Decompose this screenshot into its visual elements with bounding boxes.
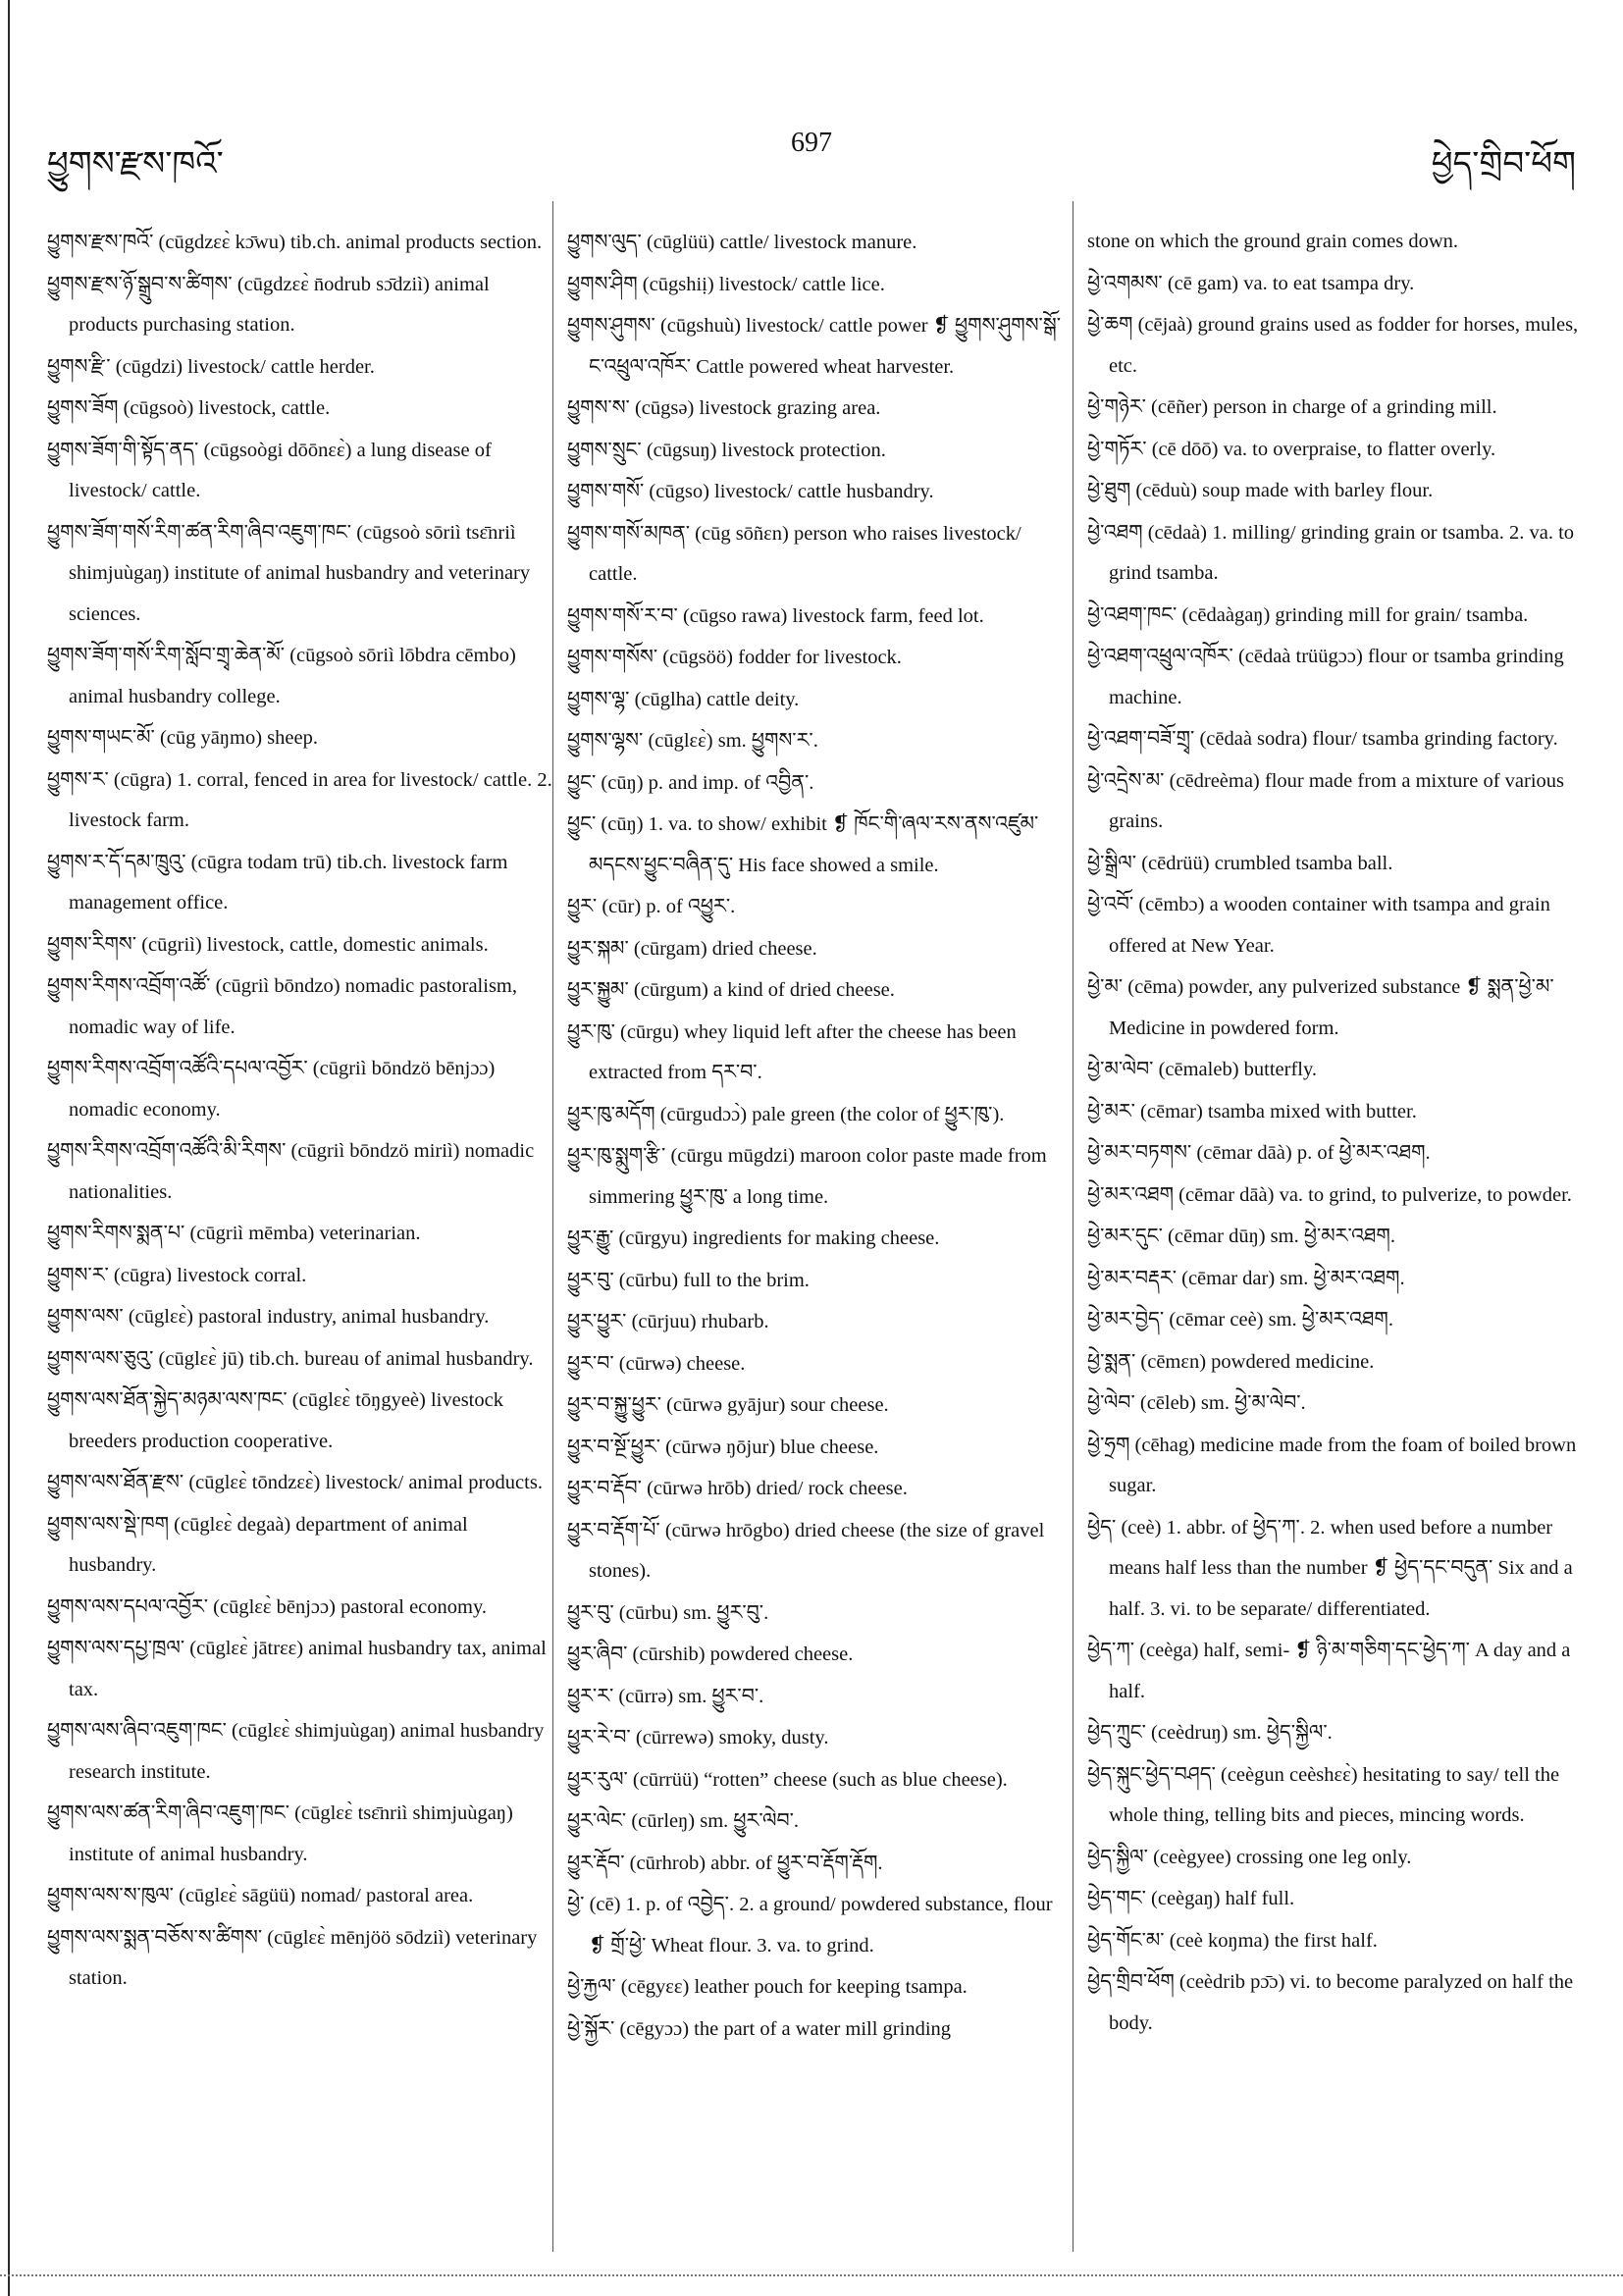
entry-headword: ཕྱེ་སྨན་ <box>1087 1348 1136 1373</box>
entry-definition: (cēmar) tsamba mixed with butter. <box>1140 1100 1417 1122</box>
entry-headword: ཕྱེ་འདྲེས་མ་ <box>1087 767 1165 792</box>
entry-headword: ཕྱུགས་རིགས་འབྲོག་འཚོའི་དཔལ་འབྱོར་ <box>47 1056 308 1079</box>
dictionary-entry <box>1087 843 1593 885</box>
entry-definition: (cūrbu) full to the brim. <box>618 1269 810 1291</box>
entry-headword: ཕྱེ་མ་ལེབ་ <box>1087 1057 1154 1080</box>
entry-headword: ཕྱུགས་གསོ་མཁན་ <box>567 520 691 545</box>
entry-definition: (cūgsoò sōriì tsɛ̄nriì shimjuùgaŋ) institute of animal husbandry and veterinary sciences. <box>69 521 531 625</box>
entry-headword: ཕྱུགས་གཡང་མོ་ <box>47 725 155 749</box>
entry-headword: ཕྱུགས་ཤིག <box>567 271 638 295</box>
entry-headword: ཕྱུགས་རིགས་ <box>47 931 137 956</box>
entry-definition: (cūrwə) cheese. <box>618 1352 746 1375</box>
entry-definition: (cēdaà) 1. milling/ grinding grain or tsamba. 2. va. to grind tsamba. <box>1109 521 1575 584</box>
entry-headword: ཕྱུགས་ལས་ཞིབ་འཇུག་ཁང་ <box>47 1718 227 1742</box>
entry-headword: ཕྱེ་འཐག་ཁང་ <box>1087 601 1178 626</box>
entry-headword: ཕྱུགས་ཟོག་གསོ་རིག་ཚན་རིག་ཞིབ་འཇུག་ཁང་ <box>47 519 352 544</box>
entry-definition: (ceè) 1. abbr. of ཕྱེད་ཀ་. 2. when used before a number means half less than the number ❡ ཕྱེད་དང་བདུན་ Six and a half. 3. vi. to be separate/ differentiated. <box>1109 1516 1573 1620</box>
entry-definition: (cēdreèma) flour made from a mixture of various grains. <box>1109 769 1565 832</box>
dictionary-entry <box>567 928 1073 970</box>
entry-headword: ཕྱུགས་ལས་སྡེ་ཁག <box>47 1511 170 1536</box>
entry-headword: ཕྱུར་ <box>567 894 598 917</box>
entry-headword: ཕྱུར་བུ་ <box>567 1599 614 1624</box>
entry-headword: ཕྱེ་ཐུག <box>1087 478 1131 501</box>
entry-definition: (cūgdzɛɛ̀ kɔ̄wu) tib.ch. animal products section. <box>158 232 543 253</box>
entry-headword: ཕྱེད་སྐྱིལ་ <box>1087 1844 1148 1868</box>
entry-headword: ཕྱེ་ཧྲག <box>1087 1432 1130 1456</box>
entry-headword: ཕྱེད་གྲིབ་ཕོག <box>1087 1969 1175 1993</box>
dictionary-entry <box>47 346 552 389</box>
entry-headword: ཕྱུར་བ་ <box>567 1350 614 1375</box>
entry-headword: ཕྱུགས་ཟོག་གི་སྟོད་ནད་ <box>47 437 199 461</box>
entry-definition: (cūrgum) a kind of dried cheese. <box>633 979 895 1001</box>
dictionary-entry <box>47 1710 552 1793</box>
entry-headword: ཕྱེ་མ་ <box>1087 974 1124 998</box>
entry-headword: ཕྱེ་གཉེར་ <box>1087 394 1146 418</box>
entry-headword: ཕྱེད་ <box>1087 1514 1117 1539</box>
entry-definition: (cūrbu) sm. ཕྱུར་བུ་. <box>618 1601 769 1624</box>
entry-definition: (cūg sōñɛn) person who raises livestock/ cattle. <box>589 522 1021 585</box>
entry-definition: stone on which the ground grain comes down. <box>1087 231 1459 252</box>
entry-headword: ཕྱུར་ཞིབ་ <box>567 1642 628 1665</box>
entry-headword: ཕྱེ་འགམས་ <box>1087 270 1163 294</box>
entry-definition: (cēgyɔɔ) the part of a water mill grinding <box>619 2017 952 2040</box>
dictionary-entry <box>47 1380 552 1462</box>
dictionary-entry <box>47 965 552 1048</box>
entry-headword: ཕྱུགས་ལས་སྨན་བཅོས་ས་ཚིགས་ <box>47 1924 263 1949</box>
entry-headword: ཕྱུགས་ལས་ <box>47 1304 124 1328</box>
entry-headword: ཕྱེ་འཐག་འཕྲུལ་འཁོར་ <box>1087 644 1233 667</box>
dictionary-entry <box>567 596 1073 638</box>
entry-definition: (cūrrewə) smoky, dusty. <box>635 1727 829 1748</box>
entry-headword: ཕྱུགས་ལུད་ <box>567 230 642 253</box>
entry-headword: ཕྱུར་རྡོབ་ <box>567 1850 625 1874</box>
dictionary-entry <box>47 512 552 636</box>
dictionary-entry <box>1087 1754 1593 1837</box>
dictionary-entry <box>567 471 1073 513</box>
dictionary-entry <box>567 1384 1073 1427</box>
entry-definition: (cē dōō) va. to overpraise, to flatter overly. <box>1151 438 1496 460</box>
entry-definition: (cūrgudɔɔ̀) pale green (the color of ཕྱུར་ཁུ་). <box>659 1103 1005 1125</box>
entry-definition: (cūgsə) livestock grazing area. <box>634 397 881 419</box>
dictionary-entry <box>1087 1091 1593 1133</box>
entry-headword: ཕྱེ་སྒྲིལ་ <box>1087 850 1137 874</box>
entry-headword: ཕྱེད་སྐུང་ཕྱེད་བཤད་ <box>1087 1761 1216 1786</box>
dictionary-entry <box>567 1634 1073 1676</box>
entry-headword: ཕྱུགས་ལས་ཚན་རིག་ཞིབ་འཇུག་ཁང་ <box>47 1800 290 1824</box>
dictionary-entry <box>567 513 1073 596</box>
entry-definition: (cūrwə gyājur) sour cheese. <box>666 1394 889 1416</box>
entry-definition: (cūrrüü) “rotten” cheese (such as blue cheese). <box>632 1768 1008 1791</box>
dictionary-entry <box>47 264 552 346</box>
entry-definition: (ceèga) half, semi- ❡ ཉི་མ་གཅིག་དང་ཕྱེད་ཀ་ A day and a half. <box>1109 1640 1571 1702</box>
entry-definition: (cēmar dūŋ) sm. ཕྱེ་མར་འཐག. <box>1168 1226 1395 1247</box>
dictionary-entry <box>1087 1712 1593 1754</box>
entry-definition: (cēgyɛɛ) leather pouch for keeping tsampa. <box>620 1976 968 1998</box>
entry-definition: (cūgsuŋ) livestock protection. <box>646 439 886 461</box>
dictionary-entry <box>1087 512 1593 595</box>
column-divider <box>552 201 553 2252</box>
dictionary-entry <box>567 1012 1073 1094</box>
dictionary-entry <box>1087 1507 1593 1631</box>
entry-definition: (cūrgam) dried cheese. <box>633 937 817 960</box>
dictionary-entry <box>1087 636 1593 718</box>
entry-definition: (cūgra todam trū) tib.ch. livestock farm management office. <box>69 851 508 913</box>
dictionary-entry <box>1087 1383 1593 1425</box>
entry-definition: (cūglha) cattle deity. <box>634 688 800 710</box>
entry-headword: ཕྱུགས་ལས་ཐོན་རྫས་ <box>47 1470 184 1493</box>
entry-definition: (cūglɛɛ̀) pastoral industry, animal husbandry. <box>128 1306 490 1328</box>
dictionary-entry <box>567 637 1073 679</box>
entry-headword: ཕྱུར་སྐམ་ <box>567 935 629 960</box>
entry-headword: ཕྱུར་ཁུ་ <box>567 1018 615 1043</box>
dictionary-entry <box>47 222 552 264</box>
entry-headword: ཕྱུགས་ཟོག <box>47 395 119 419</box>
dictionary-entry <box>1087 387 1593 429</box>
dictionary-entry <box>1087 718 1593 760</box>
dictionary-entry <box>567 679 1073 721</box>
entry-definition: (ceègun ceèshɛɛ̀) hesitating to say/ tell the whole thing, telling bits and pieces, mincing words. <box>1109 1763 1560 1826</box>
entry-definition: (cēmɛn) powdered medicine. <box>1140 1350 1375 1373</box>
entry-definition: (cējaà) ground grains used as fodder for horses, mules, etc. <box>1109 314 1579 377</box>
column-2 <box>567 222 1073 2050</box>
entry-headword: ཕྱུགས་གསོས་ <box>567 645 658 668</box>
dictionary-entry <box>567 1427 1073 1469</box>
dictionary-entry <box>47 717 552 759</box>
entry-definition: (cēhag) medicine made from the foam of boiled brown sugar. <box>1109 1434 1577 1496</box>
entry-definition: (cūglɛɛ̀ jū) tib.ch. bureau of animal husbandry. <box>158 1347 534 1370</box>
entry-headword: ཕྱུགས་རིགས་འབྲོག་འཚོ་ <box>47 973 211 997</box>
dictionary-entry <box>1087 1878 1593 1920</box>
entry-headword: ཕྱུགས་ལས་དཔལ་འབྱོར་ <box>47 1593 209 1618</box>
dictionary-entry <box>1087 263 1593 305</box>
dictionary-entry <box>1087 1341 1593 1383</box>
dictionary-entry <box>47 1504 552 1587</box>
dictionary-entry <box>47 635 552 717</box>
entry-headword: ཕྱུར་བ་སྐྱུ་ཕྱུར་ <box>567 1392 662 1416</box>
dictionary-entry <box>47 759 552 842</box>
entry-definition: (cēduù) soup made with barley flour. <box>1135 480 1434 501</box>
entry-headword: ཕྱུར་སྐྱུམ་ <box>567 977 629 1001</box>
entry-definition: (cūgriì bōndzo) nomadic pastoralism, nomadic way of life. <box>69 975 517 1038</box>
entry-headword: ཕྱེད་ཀ་ <box>1087 1638 1135 1661</box>
entry-definition: (cūrgu mūgdzi) maroon color paste made from simmering ཕྱུར་ཁུ་ a long time. <box>589 1145 1047 1208</box>
entry-definition: (cūgra) livestock corral. <box>113 1264 307 1286</box>
entry-definition: (ceè koŋma) the first half. <box>1169 1929 1378 1952</box>
entry-definition: (cūŋ) 1. va. to show/ exhibit ❡ ཁོང་གི་ཞལ་རས་ནས་འཛུམ་མདངས་ཕྱུང་བཞིན་དུ་ His face showed a smile. <box>589 813 1039 876</box>
entry-definition: (cēmar dar) sm. ཕྱེ་མར་འཐག. <box>1181 1267 1405 1289</box>
dictionary-entry <box>1087 1174 1593 1217</box>
entry-definition: (cūgshuù) livestock/ cattle power ❡ ཕྱུགས་ཤུགས་སྒོ་ང་འཕྲུལ་འཁོར་ Cattle powered wheat harvester. <box>589 315 1061 378</box>
entry-definition: (cūŋ) p. and imp. of འབྱིན་. <box>601 771 814 794</box>
entry-definition: (cūgriì mēmba) veterinarian. <box>189 1223 421 1244</box>
dictionary-entry <box>1087 429 1593 471</box>
entry-headword: ཕྱུགས་ལས་ཐོན་སྐྱེད་མཉམ་ལས་ཁང་ <box>47 1387 288 1411</box>
entry-definition: (cūglɛɛ̀ mēnjöö sōdziì) veterinary station. <box>69 1926 538 1989</box>
dictionary-entry <box>47 1587 552 1629</box>
entry-definition: (cūglüü) cattle/ livestock manure. <box>646 232 917 253</box>
entry-definition: (cūg yāŋmo) sheep. <box>159 727 318 749</box>
entry-headword: ཕྱུར་རེ་བ་ <box>567 1725 631 1748</box>
entry-headword: ཕྱེ་གཏོར་ <box>1087 436 1147 460</box>
running-head-right: ཕྱེད་གྲིབ་ཕོག <box>1431 146 1576 183</box>
dictionary-entry <box>1087 1630 1593 1712</box>
entry-definition: (cēdaàgaŋ) grinding mill for grain/ tsamba. <box>1181 603 1529 626</box>
entry-headword: ཕྱུགས་རྫས་ཁའོ་ <box>47 230 154 253</box>
entry-definition: (cūglɛɛ̀ jātrɛɛ) animal husbandry tax, animal tax. <box>69 1638 547 1700</box>
entry-definition: (cēmar dāà) va. to grind, to pulverize, to powder. <box>1178 1183 1572 1206</box>
entry-definition: (cēmbɔ) a wooden container with tsampa and grain offered at New Year. <box>1109 894 1550 957</box>
entry-headword: ཕྱེ་འཐག་བཟོ་གྲྭ་ <box>1087 726 1195 750</box>
entry-definition: (ceèdrib pɔ̄ɔ) vi. to become paralyzed on half the body. <box>1109 1971 1574 2034</box>
entry-definition: (cūgsoò) livestock, cattle. <box>123 397 331 419</box>
entry-headword: ཕྱེ་མར་འཐག <box>1087 1181 1175 1206</box>
entry-headword: ཕྱེ་མར་དུང་ <box>1087 1224 1163 1247</box>
entry-definition: (cūrwə hrōb) dried/ rock cheese. <box>647 1478 908 1499</box>
entry-headword: ཕྱུང་ <box>567 811 597 835</box>
entry-definition: (cūrshib) powdered cheese. <box>632 1644 854 1665</box>
entry-headword: ཕྱེ་མར་བཏགས་ <box>1087 1140 1192 1164</box>
entry-definition: (cūgdzi) livestock/ cattle herder. <box>115 355 375 378</box>
dictionary-entry <box>567 1301 1073 1343</box>
entry-headword: ཕྱེ་སྐྱོར་ <box>567 2015 615 2040</box>
entry-headword: ཕྱུགས་ཤུགས་ <box>567 313 655 337</box>
dictionary-entry <box>47 1296 552 1338</box>
entry-headword: ཕྱུགས་གསོ་ <box>567 479 645 502</box>
dictionary-entry <box>1087 966 1593 1049</box>
dictionary-entry <box>567 1884 1073 1966</box>
dictionary-entry <box>567 1343 1073 1385</box>
dictionary-entry <box>567 1800 1073 1843</box>
entry-headword: ཕྱེ་འཐག <box>1087 519 1143 544</box>
entry-definition: (cūrgu) whey liquid left after the cheese has been extracted from དར་བ་. <box>589 1020 1017 1083</box>
dictionary-entry <box>47 388 552 430</box>
dictionary-entry <box>567 305 1073 388</box>
entry-definition: (cūglɛɛ̀ tsɛ̄nriì shimjuùgaŋ) institute of animal husbandry. <box>69 1802 513 1865</box>
entry-definition: (cūglɛɛ̀ bēnjɔɔ) pastoral economy. <box>213 1595 488 1618</box>
entry-definition: (cūgdzɛɛ̀ n̄odrub sɔ̄dziì) animal products purchasing station. <box>69 273 490 336</box>
dictionary-entry <box>47 1875 552 1917</box>
entry-headword: ཕྱུར་རྒྱུ་ <box>567 1226 614 1249</box>
entry-definition: (cēmar ceè) sm. ཕྱེ་མར་འཐག. <box>1169 1309 1393 1331</box>
entry-definition: (cūrwə hrōgbo) dried cheese (the size of gravel stones). <box>589 1519 1045 1582</box>
entry-headword: ཕྱུགས་ལས་ས་ཁུལ་ <box>47 1883 174 1906</box>
entry-headword: ཕྱུགས་ལྷ་ <box>567 686 630 710</box>
dictionary-entry <box>1087 1216 1593 1258</box>
entry-headword: ཕྱེ་མར་ <box>1087 1098 1135 1122</box>
entry-definition: (cūgsoògi dōōnɛɛ̀) a lung disease of livestock/ cattle. <box>69 439 492 501</box>
dictionary-entry <box>47 1048 552 1130</box>
entry-definition: (cūrjuu) rhubarb. <box>631 1311 769 1332</box>
entry-definition: (cēleb) sm. ཕྱེ་མ་ལེབ་. <box>1139 1392 1306 1414</box>
dictionary-entry <box>47 1793 552 1875</box>
dictionary-entry <box>567 264 1073 306</box>
entry-headword: ཕྱེ་ལེབ་ <box>1087 1390 1135 1414</box>
entry-definition: (cūrgyu) ingredients for making cheese. <box>618 1227 940 1249</box>
dictionary-entry <box>567 804 1073 886</box>
entry-definition: (cē gam) va. to eat tsampa dry. <box>1167 272 1415 294</box>
dictionary-entry <box>567 762 1073 805</box>
entry-headword: ཕྱུང་ <box>567 769 597 794</box>
entry-headword: ཕྱེད་གོང་མ་ <box>1087 1927 1165 1952</box>
entry-headword: ཕྱུགས་ར་ <box>47 766 109 791</box>
entry-definition: (cūgriì bōndzö miriì) nomadic nationalities. <box>69 1140 535 1203</box>
entry-headword: ཕྱེད་ཀྲུང་ <box>1087 1720 1146 1744</box>
dictionary-entry <box>1087 1425 1593 1507</box>
dictionary-entry <box>47 842 552 924</box>
entry-definition: (cēdaà trüügɔɔ) flour or tsamba grinding machine. <box>1109 646 1564 708</box>
entry-headword: ཕྱེད་གང་ <box>1087 1886 1146 1909</box>
entry-definition: (cūgriì) livestock, cattle, domestic animals. <box>141 933 489 956</box>
dictionary-entry <box>47 1462 552 1504</box>
dictionary-entry <box>47 1130 552 1213</box>
dictionary-entry <box>567 720 1073 762</box>
entry-definition: (ceègyee) crossing one leg only. <box>1153 1846 1412 1868</box>
entry-definition: (cēdaà sodra) flour/ tsamba grinding factory. <box>1199 728 1558 750</box>
dictionary-entry <box>47 924 552 966</box>
entry-definition: (cūglɛɛ̀ tōŋgyeè) livestock breeders production cooperative. <box>69 1389 503 1452</box>
entry-definition: (cūrleŋ) sm. ཕྱུར་ལེབ་. <box>631 1810 800 1832</box>
dictionary-entry <box>47 1255 552 1297</box>
entry-definition: (cēmaleb) butterfly. <box>1158 1059 1318 1080</box>
entry-definition: (cūgshiị) livestock/ cattle lice. <box>642 273 885 295</box>
entry-headword: ཕྱུར་རུལ་ <box>567 1766 628 1791</box>
entry-definition: (cūglɛɛ̀) sm. ཕྱུགས་ར་. <box>648 730 818 752</box>
entry-headword: ཕྱུགས་རིགས་འབྲོག་འཚོའི་མི་རིགས་ <box>47 1138 287 1162</box>
dictionary-entry <box>1087 222 1593 263</box>
dictionary-entry <box>1087 304 1593 387</box>
entry-headword: ཕྱུགས་གསོ་ར་བ་ <box>567 602 678 627</box>
entry-headword: ཕྱུགས་རྫས་ཉོ་སྒྲུབ་ས་ཚིགས་ <box>47 271 233 295</box>
entry-definition: (cūglɛɛ̀ tōndzɛɛ̀) livestock/ animal products. <box>188 1472 543 1493</box>
entry-headword: ཕྱུགས་ར་ <box>47 1262 109 1286</box>
entry-definition: (cēma) powder, any pulverized substance ❡ སྨན་ཕྱེ་མ་ Medicine in powdered form. <box>1109 976 1554 1039</box>
entry-definition: (cē) 1. p. of འབྱེད་. 2. a ground/ powdered substance, flour ❡ གྲོ་ཕྱེ་ Wheat flour. 3. va. to grind. <box>589 1894 1053 1957</box>
dictionary-entry <box>1087 1258 1593 1300</box>
dictionary-entry <box>1087 595 1593 637</box>
entry-definition: (cēmar dāà) p. of ཕྱེ་མར་འཐག. <box>1196 1142 1431 1164</box>
entry-headword: ཕྱུགས་ར་དོ་དམ་ཁྲུའུ་ <box>47 849 186 873</box>
dictionary-entry <box>567 430 1073 472</box>
dictionary-entry <box>567 1676 1073 1718</box>
dictionary-entry <box>1087 1837 1593 1879</box>
dictionary-entry <box>1087 1961 1593 2044</box>
dictionary-entry <box>567 1510 1073 1592</box>
entry-headword: ཕྱེ་མར་བརྡར་ <box>1087 1265 1177 1289</box>
dictionary-entry <box>1087 470 1593 512</box>
entry-definition: (ceègaŋ) half full. <box>1151 1888 1295 1909</box>
entry-definition: (cēñer) person in charge of a grinding mill. <box>1151 396 1497 418</box>
dictionary-entry <box>567 1135 1073 1218</box>
entry-definition: (cūglɛɛ̀ shimjuùgaŋ) animal husbandry research institute. <box>69 1720 545 1783</box>
dictionary-entry <box>567 1094 1073 1136</box>
dictionary-entry <box>567 1843 1073 1885</box>
dictionary-entry <box>567 388 1073 430</box>
dictionary-entry <box>47 1628 552 1710</box>
entry-headword: ཕྱུར་བ་སྔོ་ཕྱུར་ <box>567 1434 660 1458</box>
dictionary-entry <box>1087 1920 1593 1962</box>
entry-definition: (cūrwə ŋōjur) blue cheese. <box>665 1435 879 1458</box>
page-edge-rule <box>8 0 10 2296</box>
dictionary-entry <box>47 1213 552 1255</box>
dictionary-entry <box>567 1260 1073 1302</box>
dictionary-entry <box>47 430 552 512</box>
entry-headword: ཕྱུགས་ས་ <box>567 395 630 419</box>
dictionary-entry <box>567 1759 1073 1801</box>
entry-headword: ཕྱུགས་སྲུང་ <box>567 437 642 461</box>
entry-definition: (cūgso rawa) livestock farm, feed lot. <box>682 604 984 627</box>
entry-headword: ཕྱེ་ <box>567 1892 585 1915</box>
entry-definition: (cūrrə) sm. ཕྱུར་བ་. <box>618 1685 764 1707</box>
entry-headword: ཕྱེ་རྐྱལ་ <box>567 1974 616 1998</box>
dictionary-entry <box>1087 760 1593 843</box>
entry-headword: ཕྱུར་བ་རྡོག་པོ་ <box>567 1517 660 1541</box>
column-3 <box>1087 222 1593 2044</box>
entry-definition: (cūgriì bōndzö bēnjɔɔ) nomadic economy. <box>69 1058 496 1121</box>
dictionary-entry <box>567 222 1073 264</box>
entry-definition: (cūgso) livestock/ cattle husbandry. <box>649 481 934 502</box>
page-number: 697 <box>791 128 832 158</box>
entry-headword: ཕྱུར་ར་ <box>567 1683 614 1707</box>
entry-headword: ཕྱུར་ཁུ་སྨུག་རྩི་ <box>567 1143 666 1167</box>
entry-headword: ཕྱུགས་ལྷས་ <box>567 728 644 752</box>
dictionary-entry <box>567 1966 1073 2009</box>
bottom-rule <box>0 2274 1623 2276</box>
dictionary-entry <box>1087 884 1593 966</box>
entry-headword: ཕྱེ་འབོ་ <box>1087 892 1134 915</box>
entry-headword: ཕྱུགས་རིགས་སྨན་པ་ <box>47 1221 185 1244</box>
dictionary-entry <box>567 2009 1073 2051</box>
dictionary-entry <box>1087 1132 1593 1174</box>
entry-headword: ཕྱུར་ལེང་ <box>567 1808 627 1832</box>
entry-headword: ཕྱེ་ཆག <box>1087 312 1133 336</box>
entry-headword: ཕྱུར་ཁུ་མདོག <box>567 1101 655 1125</box>
entry-headword: ཕྱུགས་ལས་དཔྱ་ཁྲལ་ <box>47 1636 185 1659</box>
dictionary-entry <box>567 969 1073 1012</box>
entry-definition: (cūgra) 1. corral, fenced in area for livestock/ cattle. 2. livestock farm. <box>69 768 552 831</box>
entry-definition: (cūglɛɛ̀ sāgüü) nomad/ pastoral area. <box>179 1885 474 1906</box>
dictionary-entry <box>567 1218 1073 1260</box>
entry-definition: (cūgsoò sōriì lōbdra cēmbo) animal husbandry college. <box>69 645 516 707</box>
entry-headword: ཕྱུར་བ་རྡོབ་ <box>567 1476 642 1499</box>
entry-definition: (cēdrüü) crumbled tsamba ball. <box>1141 852 1393 874</box>
dictionary-entry <box>567 1717 1073 1759</box>
dictionary-entry <box>567 1468 1073 1510</box>
dictionary-entry <box>1087 1299 1593 1341</box>
entry-definition: (cūrhrob) abbr. of ཕྱུར་བ་རྡོག་རྡོག. <box>629 1852 883 1874</box>
entry-definition: (cūr) p. of འཕྱུར་. <box>602 896 736 917</box>
dictionary-entry <box>47 1917 552 2000</box>
dictionary-entry <box>1087 1049 1593 1091</box>
entry-definition: (ceèdruŋ) sm. ཕྱེད་སྐྱིལ་. <box>1151 1722 1333 1744</box>
dictionary-entry <box>47 1338 552 1381</box>
dictionary-entry <box>567 886 1073 928</box>
entry-headword: ཕྱེ་མར་བྱེད་ <box>1087 1307 1165 1331</box>
entry-headword: ཕྱུགས་རྫི་ <box>47 353 111 378</box>
entry-headword: ཕྱུར་བུ་ <box>567 1267 614 1291</box>
running-head-left: ཕྱུགས་རྫས་ཁའོ་ <box>47 146 224 183</box>
dictionary-entry <box>567 1592 1073 1635</box>
entry-headword: ཕྱུར་ཕྱུར་ <box>567 1309 627 1332</box>
column-1 <box>47 222 552 2000</box>
entry-headword: ཕྱུགས་ཟོག་གསོ་རིག་སློབ་གྲྭ་ཆེན་མོ་ <box>47 643 286 666</box>
entry-definition: (cūgsöö) fodder for livestock. <box>662 647 902 668</box>
entry-headword: ཕྱུགས་ལས་ཅུའུ་ <box>47 1345 154 1370</box>
entry-definition: (cūglɛɛ̀ degaà) department of animal husbandry. <box>69 1513 468 1576</box>
